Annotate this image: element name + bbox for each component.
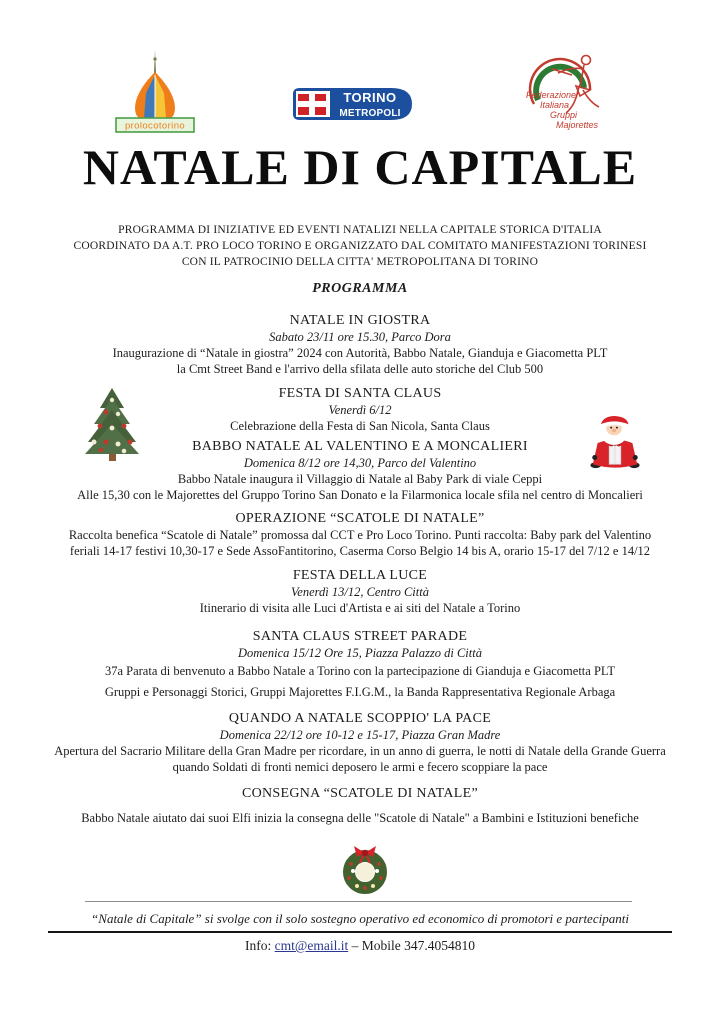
santa-claus-icon	[588, 413, 642, 475]
event-description-line: Babbo Natale aiutato dai suoi Elfi inizia la consegna delle "Scatole di Natale" a Bambini e Istituzioni benefiche	[81, 811, 639, 825]
metropoli-label: METROPOLI	[339, 108, 401, 119]
event-description-line: la Cmt Street Band e l'arrivo della sfilata delle auto storiche del Club 500	[176, 362, 544, 376]
event-consegna-scatole-di-natale	[0, 785, 720, 826]
info-suffix: – Mobile 347.4054810	[348, 938, 475, 953]
email-link[interactable]: cmt@email.it	[274, 938, 349, 953]
prolocotorino-banner-label: prolocotorino	[124, 120, 186, 132]
page-title: NATALE DI CAPITALE	[82, 139, 638, 195]
torino-label: TORINO	[343, 90, 397, 105]
event-date: Domenica 22/12 ore 10-12 e 15-17, Piazza Gran Madre	[219, 728, 501, 742]
event-description-line: Apertura del Sacrario Militare della Gran Madre per ricordare, in un anno di guerra, le notti di Natale della Grande Guerra	[54, 744, 666, 758]
divider-thick	[48, 931, 672, 933]
event-date: Domenica 15/12 Ore 15, Piazza Palazzo di Città	[238, 646, 482, 660]
event-title: CONSEGNA “SCATOLE DI NATALE”	[241, 786, 479, 801]
intro-paragraph	[0, 222, 720, 270]
event-santa-claus-street-parade	[0, 628, 720, 703]
footer-info	[0, 938, 720, 954]
event-natale-in-giostra	[0, 312, 720, 377]
torino-metropoli-icon	[292, 87, 413, 121]
event-operazione-scatole-di-natale	[0, 510, 720, 559]
program-heading: PROGRAMMA	[312, 281, 408, 296]
event-description-line: quando Soldati di fronti nemici deposero le armi e fecero scoppiare la pace	[172, 760, 548, 774]
event-description-line: Alle 15,30 con le Majorettes del Gruppo Torino San Donato e la Filarmonica locale sfila nel centro di Moncalieri	[77, 488, 643, 502]
torino-metropoli-logo	[292, 87, 413, 121]
event-date: Venerdì 6/12	[328, 403, 392, 417]
mole-antonelliana-icon	[114, 50, 196, 138]
event-description-line: Gruppi e Personaggi Storici, Gruppi Majorettes F.I.G.M., la Banda Rappresentativa Regionale Arbaga	[104, 685, 616, 699]
event-date: Domenica 8/12 ore 14,30, Parco del Valentino	[243, 456, 477, 470]
event-date: Venerdì 13/12, Centro Città	[291, 585, 429, 599]
figm-word-federazione: Federazione	[526, 90, 577, 100]
event-title: SANTA CLAUS STREET PARADE	[252, 629, 468, 644]
event-description-line: feriali 14-17 festivi 10,30-17 e Sede AssoFantitorino, Caserma Corso Belgio 14 bis A, orario 15-17 del 7/12 e 14/12	[69, 544, 651, 558]
christmas-tree-icon	[84, 386, 140, 462]
divider-thin	[85, 901, 632, 902]
event-description-line: Celebrazione della Festa di San Nicola, Santa Claus	[230, 419, 490, 433]
intro-line-3: CON IL PATROCINIO DELLA CITTA' METROPOLITANA DI TORINO	[181, 256, 539, 268]
event-title: NATALE IN GIOSTRA	[289, 313, 431, 328]
event-festa-della-luce	[0, 567, 720, 616]
majorette-figure-icon	[506, 46, 612, 132]
info-prefix: Info:	[245, 938, 275, 953]
christmas-wreath-icon	[339, 844, 391, 895]
event-quando-a-natale-scoppio-la-pace	[0, 710, 720, 775]
prolocotorino-logo	[114, 50, 196, 138]
event-description-line: Raccolta benefica “Scatole di Natale” promossa dal CCT e Pro Loco Torino. Punti raccolta: Baby park del Valentino	[68, 528, 652, 542]
figm-word-majorettes: Majorettes	[556, 120, 599, 130]
event-description-line: Itinerario di visita alle Luci d'Artista e ai siti del Natale a Torino	[199, 601, 521, 615]
event-title: OPERAZIONE “SCATOLE DI NATALE”	[235, 511, 485, 526]
intro-line-2: COORDINATO DA A.T. PRO LOCO TORINO E ORGANIZZATO DAL COMITATO MANIFESTAZIONI TORINESI	[73, 240, 647, 252]
figm-word-gruppi: Gruppi	[550, 110, 578, 120]
event-title: QUANDO A NATALE SCOPPIO' LA PACE	[228, 711, 492, 726]
event-title: BABBO NATALE AL VALENTINO E A MONCALIERI	[192, 439, 528, 454]
figm-majorettes-logo	[506, 46, 612, 132]
event-title: FESTA DI SANTA CLAUS	[278, 386, 442, 401]
figm-word-italiana: Italiana	[540, 100, 570, 110]
intro-line-1: PROGRAMMA DI INIZIATIVE ED EVENTI NATALIZI NELLA CAPITALE STORICA D'ITALIA	[118, 224, 602, 236]
event-date: Sabato 23/11 ore 15.30, Parco Dora	[269, 330, 451, 344]
event-description-line: 37a Parata di benvenuto a Babbo Natale a Torino con la partecipazione di Gianduja e Giacometta PLT	[104, 664, 616, 678]
event-description-line: Inaugurazione di “Natale in giostra” 2024 con Autorità, Babbo Natale, Gianduja e Giacometta PLT	[112, 346, 608, 360]
footer-note: “Natale di Capitale” si svolge con il solo sostegno operativo ed economico di promotori e partecipanti	[91, 911, 629, 926]
event-title: FESTA DELLA LUCE	[292, 568, 428, 583]
event-description-line: Babbo Natale inaugura il Villaggio di Natale al Baby Park di viale Ceppi	[177, 472, 543, 486]
